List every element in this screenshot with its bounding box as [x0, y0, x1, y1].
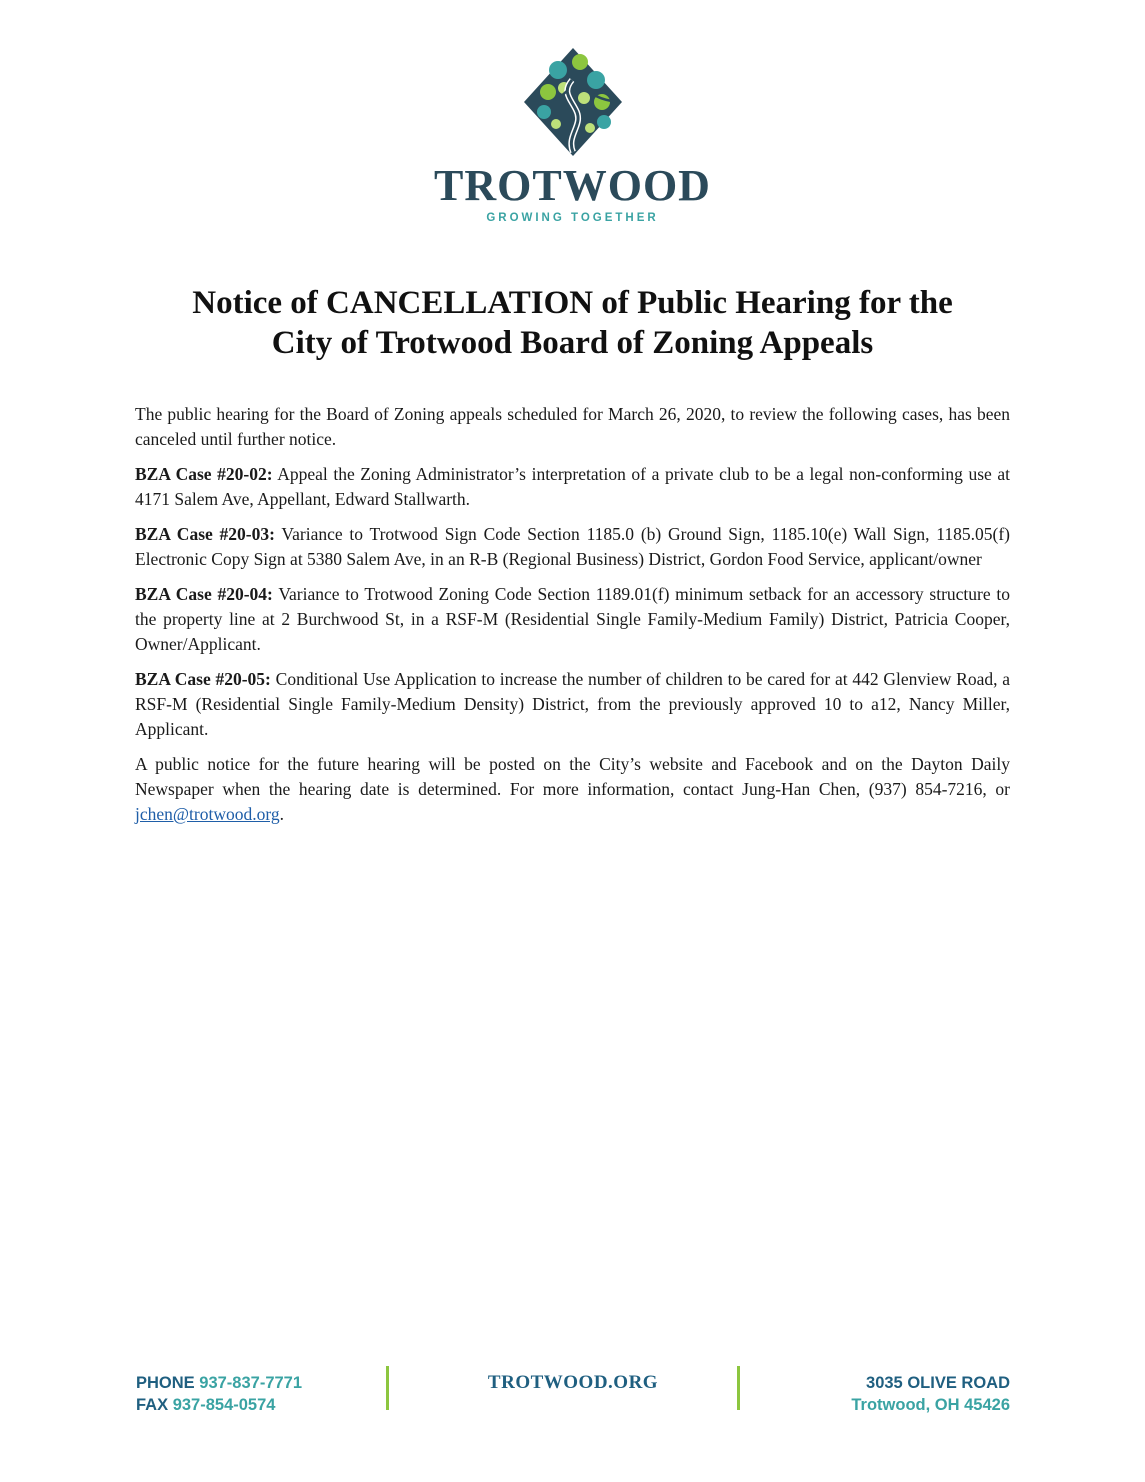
footer-website-link[interactable]: TROTWOOD.ORG — [487, 1372, 659, 1393]
case-text: Conditional Use Application to increase the number of children to be cared for at 442 Glenview Road, a RSF-M (Residential Single Family-Medium Density) District, from the previously approved 10 to a12, Nancy Miller, Applicant. — [135, 669, 1010, 739]
intro-paragraph: The public hearing for the Board of Zoning appeals scheduled for March 26, 2020, to review the following cases, has been canceled until further notice. — [135, 404, 1010, 449]
notice-body — [135, 402, 1010, 837]
case-text: Variance to Trotwood Zoning Code Section 1189.01(f) minimum setback for an accessory structure to the property line at 2 Burchwood St, in a RSF-M (Residential Single Family-Medium Family) District, Patricia Cooper, Owner/Applicant. — [135, 584, 1010, 654]
closing-text: A public notice for the future hearing will be posted on the City’s website and Facebook and on the Dayton Daily Newspaper when the hearing date is determined. For more information, contact Jung-Han Chen, (937) 854-7216, or — [135, 754, 1010, 799]
case-paragraph — [135, 522, 1010, 572]
footer-phone — [136, 1372, 302, 1394]
footer-fax — [136, 1394, 302, 1416]
contact-email-link[interactable]: jchen@trotwood.org — [135, 804, 280, 824]
closing-end: . — [279, 804, 284, 824]
case-label: BZA Case #20-05: — [135, 669, 271, 689]
footer-divider — [386, 1366, 389, 1410]
footer-contact — [136, 1372, 302, 1416]
logo-wordmark: TROTWOOD — [434, 161, 711, 210]
phone-number: 937-837-7771 — [199, 1374, 303, 1392]
case-text: Variance to Trotwood Sign Code Section 1185.0 (b) Ground Sign, 1185.10(e) Wall Sign, 1185.05(f) Electronic Copy Sign at 5380 Salem Ave, in an R-B (Regional Business) District, Gordon Food Service, applicant/owner — [135, 524, 1010, 569]
fax-label: FAX — [136, 1396, 169, 1414]
tree-emblem-icon — [518, 40, 628, 160]
closing-paragraph — [135, 752, 1010, 827]
footer-divider — [737, 1366, 740, 1410]
logo-tagline: GROWING TOGETHER — [486, 212, 659, 224]
trotwood-logo — [0, 40, 1145, 224]
address-city: Trotwood, OH 45426 — [851, 1396, 1010, 1414]
footer-address — [851, 1372, 1010, 1416]
footer — [0, 1366, 1145, 1422]
title-line-2: City of Trotwood Board of Zoning Appeals — [271, 325, 874, 361]
case-paragraph — [135, 582, 1010, 657]
case-label: BZA Case #20-02: — [135, 464, 273, 484]
case-label: BZA Case #20-03: — [135, 524, 275, 544]
case-paragraph — [135, 667, 1010, 742]
title-line-1: Notice of CANCELLATION of Public Hearing for the — [192, 285, 953, 321]
fax-number: 937-854-0574 — [172, 1396, 276, 1414]
case-text: Appeal the Zoning Administrator’s interpretation of a private club to be a legal non-conforming use at 4171 Salem Ave, Appellant, Edward Stallwarth. — [135, 464, 1011, 509]
case-paragraph — [135, 462, 1010, 512]
page-title — [0, 283, 1145, 363]
address-street: 3035 OLIVE ROAD — [866, 1374, 1010, 1392]
phone-label: PHONE — [136, 1374, 195, 1392]
case-label: BZA Case #20-04: — [135, 584, 273, 604]
